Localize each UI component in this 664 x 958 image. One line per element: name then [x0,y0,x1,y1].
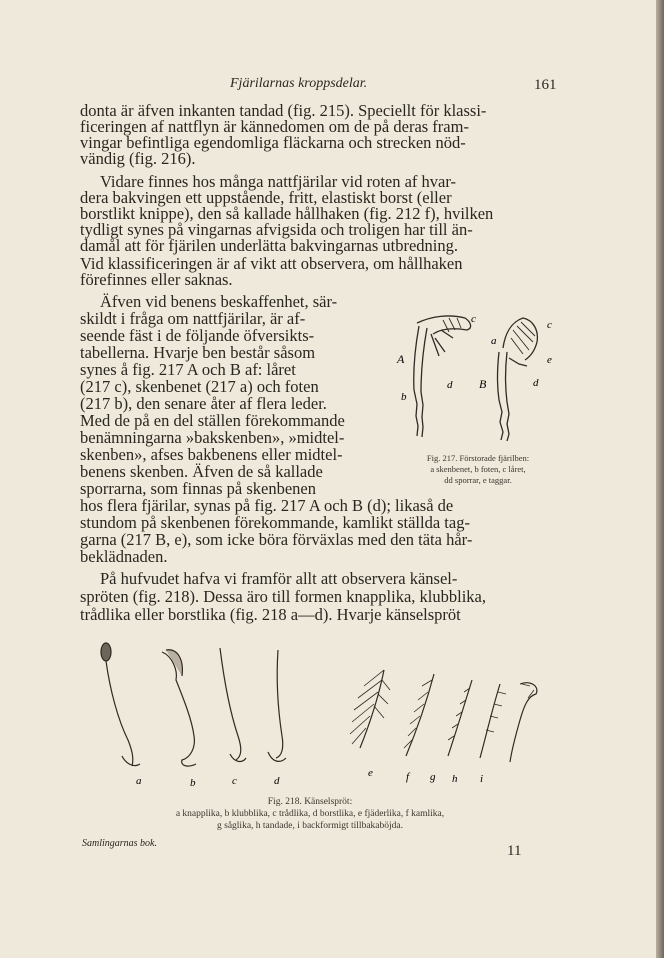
body-line: Vidare finnes hos många nattfjärilar vid roten af hvar- [100,172,457,191]
body-line: tydligt synes på vingarnas afvigsida och troligen har till än- [80,220,473,239]
figure-218-caption-line: a knapplika, b klubblika, c trådlika, d borstlika, e fjäderlika, f kamlika, [175,809,445,819]
body-line: stundom på skenbenen förekommande, kamlikt ställda tag- [80,513,470,532]
body-line: Vid klassificeringen är af vikt att observera, om hållhaken [80,254,463,273]
figure-217-caption [383,453,573,486]
antenna-b-klubblika [162,650,196,766]
label-218-b: b [190,777,196,789]
body-line: Äfven vid benens beskaffenhet, sär- [100,292,338,311]
label-218-e: e [368,767,373,779]
body-line: vingar befintliga egendomliga fläckarna och strecken nöd- [80,133,466,152]
body-line: förefinnes eller saknas. [80,270,233,289]
body-line: donta är äfven inkanten tandad (fig. 215). Speciellt för klassi- [80,101,487,120]
label-c-left: c [471,313,476,325]
label-A: A [397,352,405,366]
body-line: skildt i fråga om nattfjärilar, är af- [80,309,306,328]
body-line: seende fäst i de följande öfversikts- [80,326,315,345]
leg-a-drawing [414,316,471,437]
body-line: skenben», afses bakbenens eller midtel- [80,445,343,464]
body-line: benens skenben. Äfven de så kallade [80,462,323,481]
figure-218-caption [110,796,510,832]
label-218-g: g [430,771,436,783]
figure-217-insect-legs [387,308,562,448]
antenna-i-backformiga [510,683,537,762]
figure-218-caption-line: Fig. 218. Känselspröt: [267,797,353,807]
label-e-right: e [547,354,552,366]
body-line: På hufvudet hafva vi framför allt att observera känsel- [100,569,458,588]
antenna-h-tandade [480,684,506,758]
antenna-a-knapplika [101,643,140,766]
label-218-a: a [136,775,142,787]
page-edge [656,0,664,958]
antenna-f-kamlika [404,674,434,756]
body-line: borstlikt knippe), den så kallade hållhaken (fig. 212 f), hvilken [80,204,494,223]
body-line: trådlika eller borstlika (fig. 218 a—d). Hvarje känselspröt [80,605,461,624]
signature-title: Samlingarnas bok. [82,838,157,849]
signature-mark: 11 [507,843,522,859]
body-line: synes å fig. 217 A och B af: låret [80,360,296,379]
label-B: B [479,377,487,391]
leg-b-drawing [498,318,538,441]
figure-217-caption-line: a skenbenet, b foten, c låret, [430,464,526,474]
body-line: spröten (fig. 218). Dessa äro till formen knapplika, klubblika, [80,587,486,606]
running-title: Fjärilarnas kroppsdelar. [230,76,368,91]
antenna-d-borstlika [268,650,286,761]
page-number: 161 [534,77,557,93]
label-218-h: h [452,773,458,785]
figure-218-caption-line: g såglika, h tandade, i backformigt tillbakaböjda. [217,821,403,831]
figure-217-caption-line: dd sporrar, e taggar. [444,475,512,485]
antenna-g-saglika [448,680,472,756]
label-218-c: c [232,775,237,787]
label-218-f: f [406,771,410,783]
body-line: beklädnaden. [80,547,168,566]
label-218-d: d [274,775,280,787]
body-line: sporrarna, som finnas på skenbenen [80,479,316,498]
body-line: vändig (fig. 216). [80,149,196,168]
body-line: dera bakvingen ett uppstående, fritt, elastiskt borst (eller [80,188,452,207]
label-d-right: d [533,377,539,389]
antenna-c-tradlika [220,648,246,761]
body-line: hos flera fjärilar, synas på fig. 217 A och B (d); likaså de [80,496,454,515]
figure-217-caption-line: Fig. 217. Förstorade fjärilben: [426,453,530,463]
body-line: (217 c), skenbenet (217 a) och foten [80,377,319,396]
figure-218-antennae [92,640,542,790]
label-b-left: b [401,391,407,403]
label-d-left: d [447,379,453,391]
label-c-right: c [547,319,552,331]
antenna-e-fjaderlika [350,670,390,748]
label-218-i: i [480,773,484,785]
body-line: benämningarna »bakskenben», »midtel- [80,428,345,447]
body-line: damål att för fjärilen underlätta bakvingarnas utbredning. [80,236,458,255]
body-line: garna (217 B, e), som icke böra förväxlas med den täta hår- [80,530,473,549]
label-a-right: a [491,335,497,347]
body-line: ficeringen af nattflyn är kännedomen om de på deras fram- [80,117,469,136]
body-line: tabellerna. Hvarje ben består såsom [80,343,316,362]
body-line: (217 b), den senare åter af flera leder. [80,394,327,413]
body-line: Med de på en del ställen förekommande [80,411,345,430]
